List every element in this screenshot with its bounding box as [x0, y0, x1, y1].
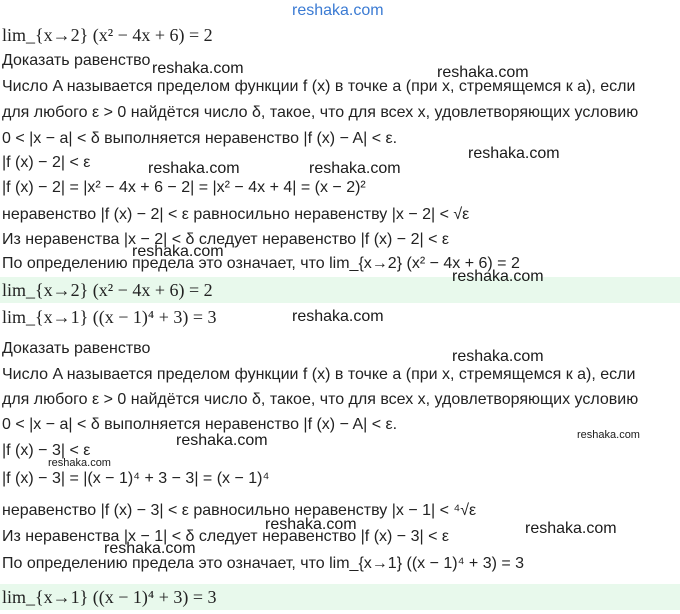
problem1-task: Доказать равенство: [2, 52, 151, 69]
problem1-definition-line1: Число A называется пределом функции f (x) в точке a (при x, стремящемся к a), если: [2, 78, 636, 95]
watermark: reshaka.com: [176, 432, 268, 449]
problem1-step1: |f (x) − 2| < ε: [2, 154, 91, 171]
problem1-result: lim_{x→2} (x² − 4x + 6) = 2: [2, 280, 213, 300]
problem1-step5: По определению предела это означает, что lim_{x→2} (x² − 4x + 6) = 2: [2, 255, 520, 272]
problem2-title: lim_{x→1} ((x − 1)⁴ + 3) = 3: [2, 307, 217, 327]
watermark: reshaka.com: [152, 60, 244, 77]
watermark: reshaka.com: [468, 145, 560, 162]
watermark: reshaka.com: [148, 160, 240, 177]
problem1-step3: неравенство |f (x) − 2| < ε равносильно неравенству |x − 2| < √ε: [2, 206, 470, 223]
watermark: reshaka.com: [309, 160, 401, 177]
watermark: reshaka.com: [48, 457, 111, 469]
problem1-title: lim_{x→2} (x² − 4x + 6) = 2: [2, 25, 213, 45]
watermark-top: reshaka.com: [292, 2, 384, 19]
watermark: reshaka.com: [265, 516, 357, 533]
problem2-task: Доказать равенство: [2, 340, 151, 357]
watermark: reshaka.com: [104, 540, 196, 557]
watermark: reshaka.com: [452, 268, 544, 285]
problem1-step2: |f (x) − 2| = |x² − 4x + 6 − 2| = |x² − 4x + 4| = (x − 2)²: [2, 179, 366, 196]
problem2-definition-line2: для любого ε > 0 найдётся число δ, такое, что для всех x, удовлетворяющих условию: [2, 391, 639, 408]
problem1-definition-line3: 0 < |x − a| < δ выполняется неравенство |f (x) − A| < ε.: [2, 130, 398, 147]
watermark: reshaka.com: [437, 64, 529, 81]
problem2-step4: Из неравенства |x − 1| < δ следует неравенство |f (x) − 3| < ε: [2, 528, 450, 545]
watermark: reshaka.com: [577, 429, 640, 441]
problem2-step5: По определению предела это означает, что lim_{x→1} ((x − 1)⁴ + 3) = 3: [2, 555, 525, 572]
problem1-definition-line2: для любого ε > 0 найдётся число δ, такое, что для всех x, удовлетворяющих условию: [2, 104, 639, 121]
watermark: reshaka.com: [132, 243, 224, 260]
problem2-step2: |f (x) − 3| = |(x − 1)⁴ + 3 − 3| = (x − 1)⁴: [2, 470, 270, 487]
problem2-definition-line3: 0 < |x − a| < δ выполняется неравенство |f (x) − A| < ε.: [2, 416, 398, 433]
problem1-step4: Из неравенства |x − 2| < δ следует неравенство |f (x) − 2| < ε: [2, 231, 450, 248]
watermark: reshaka.com: [292, 308, 384, 325]
watermark: reshaka.com: [452, 348, 544, 365]
problem2-definition-line1: Число A называется пределом функции f (x) в точке a (при x, стремящемся к a), если: [2, 366, 636, 383]
problem2-result: lim_{x→1} ((x − 1)⁴ + 3) = 3: [2, 587, 217, 607]
problem2-step3: неравенство |f (x) − 3| < ε равносильно неравенству |x − 1| < ⁴√ε: [2, 502, 477, 519]
problem2-step1: |f (x) − 3| < ε: [2, 442, 91, 459]
watermark: reshaka.com: [525, 520, 617, 537]
